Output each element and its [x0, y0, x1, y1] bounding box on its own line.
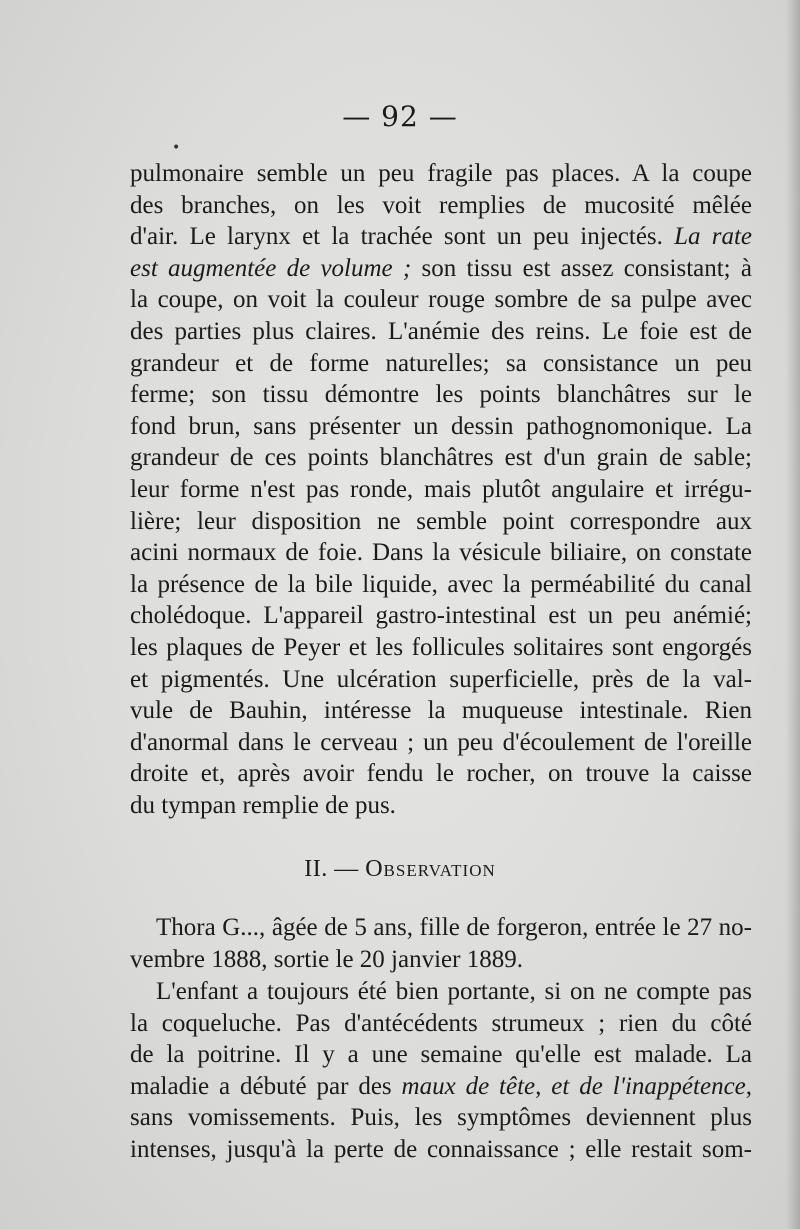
italic-phrase: est augmentée de volume ;	[130, 254, 412, 282]
paragraph-patient-intro	[130, 912, 752, 975]
text-line: leur forme n'est pas ronde, mais plutôt angulaire et irrégu-	[130, 475, 752, 503]
text-line: et pigmentés. Une ulcération superficielle, près de la val-	[130, 665, 752, 693]
section-heading	[0, 856, 800, 883]
text-line: d'anormal dans le cerveau ; un peu d'écoulement de l'oreille	[130, 728, 752, 756]
section-numeral: II. —	[304, 856, 359, 882]
italic-phrase: maux de tête, et de l'inappétence,	[401, 1072, 753, 1100]
text-line: est augmentée de volume ; son tissu est assez consistant; à	[130, 254, 752, 282]
stray-mark: •	[172, 140, 181, 156]
text-line: vule de Bauhin, intéresse la muqueuse intestinale. Rien	[130, 697, 752, 725]
paragraph-autopsy-findings	[130, 158, 752, 821]
text-line: de la poitrine. Il y a une semaine qu'elle est malade. La	[130, 1041, 752, 1069]
text-line: cholédoque. L'appareil gastro-intestinal est un peu anémié;	[130, 602, 752, 630]
text-line: les plaques de Peyer et les follicules solitaires sont engorgés	[130, 633, 752, 661]
page-number: — 92 —	[342, 100, 458, 133]
text-line: grandeur de ces points blanchâtres est d'un grain de sable;	[130, 444, 752, 472]
text-line: maladie a débuté par des maux de tête, et de l'inappétence,	[130, 1072, 753, 1100]
italic-phrase: La rate	[674, 223, 753, 251]
page-edge-shadow	[786, 0, 800, 1229]
text-line: fond brun, sans présenter un dessin pathognomonique. La	[130, 412, 752, 440]
paragraph-history	[130, 976, 752, 1166]
text-line: L'enfant a toujours été bien portante, si on ne compte pas	[156, 978, 752, 1005]
text-line: la coupe, on voit la couleur rouge sombre de sa pulpe avec	[130, 286, 752, 314]
text-line: des parties plus claires. L'anémie des reins. Le foie est de	[130, 317, 752, 345]
text-line: ferme; son tissu démontre les points blanchâtres sur le	[130, 381, 752, 409]
text-line: droite et, après avoir fendu le rocher, on trouve la caisse	[130, 760, 752, 788]
text-line: lière; leur disposition ne semble point correspondre aux	[130, 507, 752, 535]
text-line: acini normaux de foie. Dans la vésicule biliaire, on constate	[130, 539, 752, 567]
text-line: sans vomissements. Puis, les symptômes deviennent plus	[130, 1104, 752, 1132]
text-line: grandeur et de forme naturelles; sa consistance un peu	[130, 349, 752, 377]
section-title: Observation	[365, 856, 496, 882]
text-line: d'air. Le larynx et la trachée sont un peu injectés. La rate	[130, 223, 753, 251]
text-line: vembre 1888, sortie le 20 janvier 1889.	[130, 945, 523, 973]
text-line: intenses, jusqu'à la perte de connaissance ; elle restait som-	[130, 1135, 752, 1163]
text-line: la coqueluche. Pas d'antécédents strumeux ; rien du côté	[130, 1009, 752, 1037]
text-line: des branches, on les voit remplies de mucosité mêlée	[130, 191, 752, 219]
text-line: du tympan remplie de pus.	[130, 791, 396, 819]
text-line: pulmonaire semble un peu fragile pas places. A la coupe	[130, 160, 752, 187]
text-line: Thora G..., âgée de 5 ans, fille de forgeron, entrée le 27 no-	[156, 914, 752, 941]
text-line: la présence de la bile liquide, avec la perméabilité du canal	[130, 570, 752, 598]
